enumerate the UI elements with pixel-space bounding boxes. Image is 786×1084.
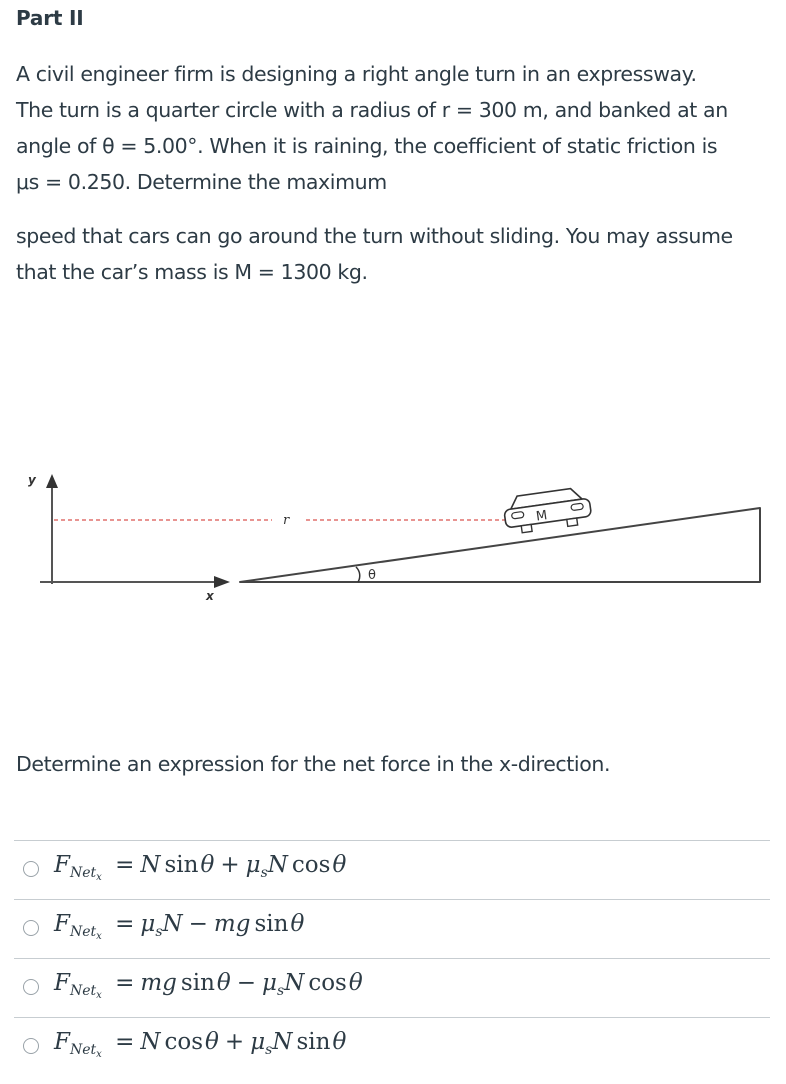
problem-line: The turn is a quarter circle with a radius of r = 300 m, and banked at an [16,98,728,122]
formula-symbol: F [54,911,70,937]
y-axis-label: y [28,473,36,487]
formula-symbol: x [96,990,102,1001]
answer-options [14,840,770,1076]
answer-option-2[interactable] [14,899,770,958]
formula-symbol: cos [308,970,347,996]
formula-symbol: − [236,970,257,996]
banked-curve-diagram [0,460,786,610]
formula-symbol: − [188,911,208,937]
formula-symbol: μ [245,852,261,878]
problem-line: angle of θ = 5.00°. When it is raining, the coefficient of static friction is [16,134,718,158]
formula-symbol: N [272,1029,293,1055]
formula-symbol: s [155,924,163,940]
formula-symbol: s [277,983,285,999]
problem-line: A civil engineer firm is designing a right angle turn in an expressway. [16,62,697,86]
formula-symbol: Net [69,865,97,881]
formula-symbol: N [267,852,288,878]
formula-symbol: x [96,1049,102,1060]
formula-symbol: θ [348,970,363,996]
part-title: Part II [16,6,84,30]
answer-option-1[interactable] [14,840,770,899]
formula-symbol: sin [296,1029,331,1055]
question-prompt: Determine an expression for the net force in the x-direction. [16,752,611,776]
problem-line: that the car’s mass is M = 1300 kg. [16,260,368,284]
x-axis-arrow [214,576,230,588]
formula-symbol: Net [69,924,97,940]
formula-symbol: N [162,911,183,937]
formula-symbol: cos [164,1029,204,1055]
formula-symbol: sin [164,852,199,878]
x-axis-label: x [206,589,214,603]
answer-option-4[interactable] [14,1017,770,1076]
radius-label: r [283,513,290,528]
answer-formula [54,1029,346,1060]
answer-formula [54,911,304,942]
formula-symbol: θ [332,1029,347,1055]
formula-symbol: F [54,1029,70,1055]
formula-symbol: N [284,970,305,996]
formula-symbol: F [54,852,70,878]
formula-symbol: F [54,970,70,996]
formula-symbol: = [115,1029,135,1055]
formula-symbol: N [140,852,161,878]
car-mass-label: M [535,508,549,525]
formula-symbol: μ [250,1029,266,1055]
angle-label: θ [368,568,376,583]
radio-button[interactable] [23,1038,39,1054]
formula-symbol: = [115,911,135,937]
formula-symbol: Net [69,983,97,999]
y-axis-arrow [46,474,58,488]
formula-symbol: μ [140,911,156,937]
formula-symbol: x [96,872,102,883]
problem-paragraph-1 [16,56,776,200]
formula-symbol: mg [213,911,251,937]
formula-symbol: sin [180,970,215,996]
formula-symbol: N [140,1029,161,1055]
radio-button[interactable] [23,979,39,995]
formula-symbol: θ [205,1029,219,1055]
radio-button[interactable] [23,920,39,936]
formula-symbol: mg [140,970,177,996]
car [502,486,592,535]
problem-paragraph-2 [16,218,776,290]
formula-symbol: + [224,1029,245,1055]
bank-incline [240,508,760,582]
problem-line: μs = 0.250. Determine the maximum [16,170,387,194]
formula-symbol: θ [290,911,305,937]
formula-symbol: = [115,852,135,878]
problem-line: speed that cars can go around the turn without sliding. You may assume [16,224,733,248]
formula-symbol: θ [332,852,347,878]
formula-symbol: = [115,970,135,996]
answer-formula [54,852,346,883]
answer-option-3[interactable] [14,958,770,1017]
formula-symbol: cos [291,852,331,878]
formula-symbol: μ [262,970,277,996]
formula-symbol: s [260,865,268,881]
formula-symbol: + [220,852,240,878]
answer-formula [54,970,363,1001]
formula-symbol: x [96,931,102,942]
formula-symbol: θ [200,852,215,878]
formula-symbol: sin [254,911,289,937]
formula-symbol: s [265,1042,273,1058]
formula-symbol: Net [69,1042,97,1058]
radio-button[interactable] [23,861,39,877]
formula-symbol: θ [216,970,231,996]
